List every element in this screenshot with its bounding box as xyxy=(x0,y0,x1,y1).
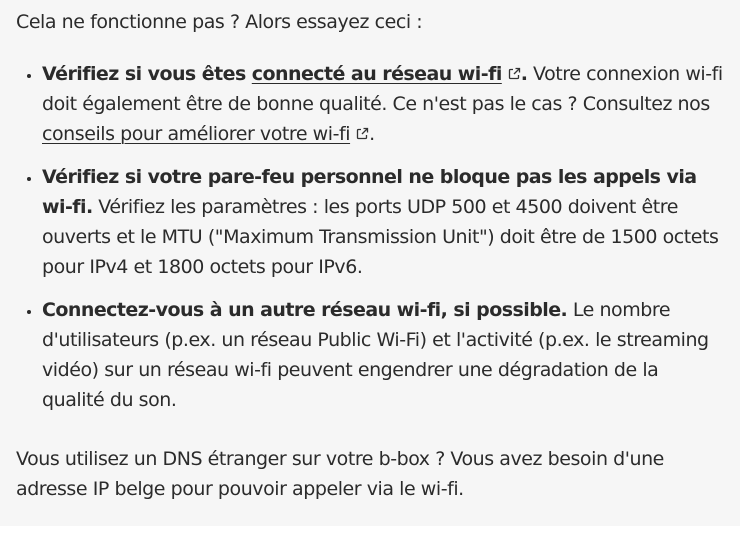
outro-text: Vous utilisez un DNS étranger sur votre b-box ? Vous avez besoin d'une adresse IP belge pour pouvoir appeler via le wi-fi. xyxy=(16,448,664,500)
wifi-tips-link[interactable]: conseils pour améliorer votre wi-fi xyxy=(42,123,351,145)
item-bold-text: Vérifiez si votre pare-feu personnel ne bloque pas les appels via wi-fi. xyxy=(42,166,697,218)
list-item-firewall xyxy=(42,162,726,282)
external-link-icon[interactable] xyxy=(355,127,369,141)
item-text: Vérifiez les paramètres : les ports UDP 500 et 4500 doivent être ouverts et le MTU ("Maximum Transmission Unit") doit être de 1500 octets pour IPv4 et 1800 octets pour IPv6. xyxy=(42,196,719,278)
item-text: Votre connexion wi-fi doit également être de bonne qualité. Ce n'est pas le cas ? Consultez nos xyxy=(42,63,723,115)
item-text: Le nombre d'utilisateurs (p.ex. un réseau Public Wi-Fi) et l'activité (p.ex. le streaming vidéo) sur un réseau wi-fi peuvent engendrer une dégradation de la qualité du son. xyxy=(42,299,709,411)
list-item-wifi-connection: • Vérifiez si vous êtes connecté au réseau wi-fi . Votre connexion wi-fi doit également être de bonne qualité. Ce n'est pas le cas ? Consultez nos conseils pour améliorer votre wi-fi . xyxy=(42,59,726,149)
item-bold-text: Connectez-vous à un autre réseau wi-fi, si possible. xyxy=(42,299,568,321)
connected-wifi-link[interactable]: connecté au réseau wi-fi xyxy=(251,63,502,85)
intro-text: Cela ne fonctionne pas ? Alors essayez ceci : xyxy=(16,11,423,33)
item-bold-text: Vérifiez si vous êtes connecté au réseau wi-fi . xyxy=(42,63,528,85)
list-item-other-network xyxy=(42,295,726,415)
external-link-icon[interactable] xyxy=(507,67,521,81)
tips-list xyxy=(16,59,726,415)
